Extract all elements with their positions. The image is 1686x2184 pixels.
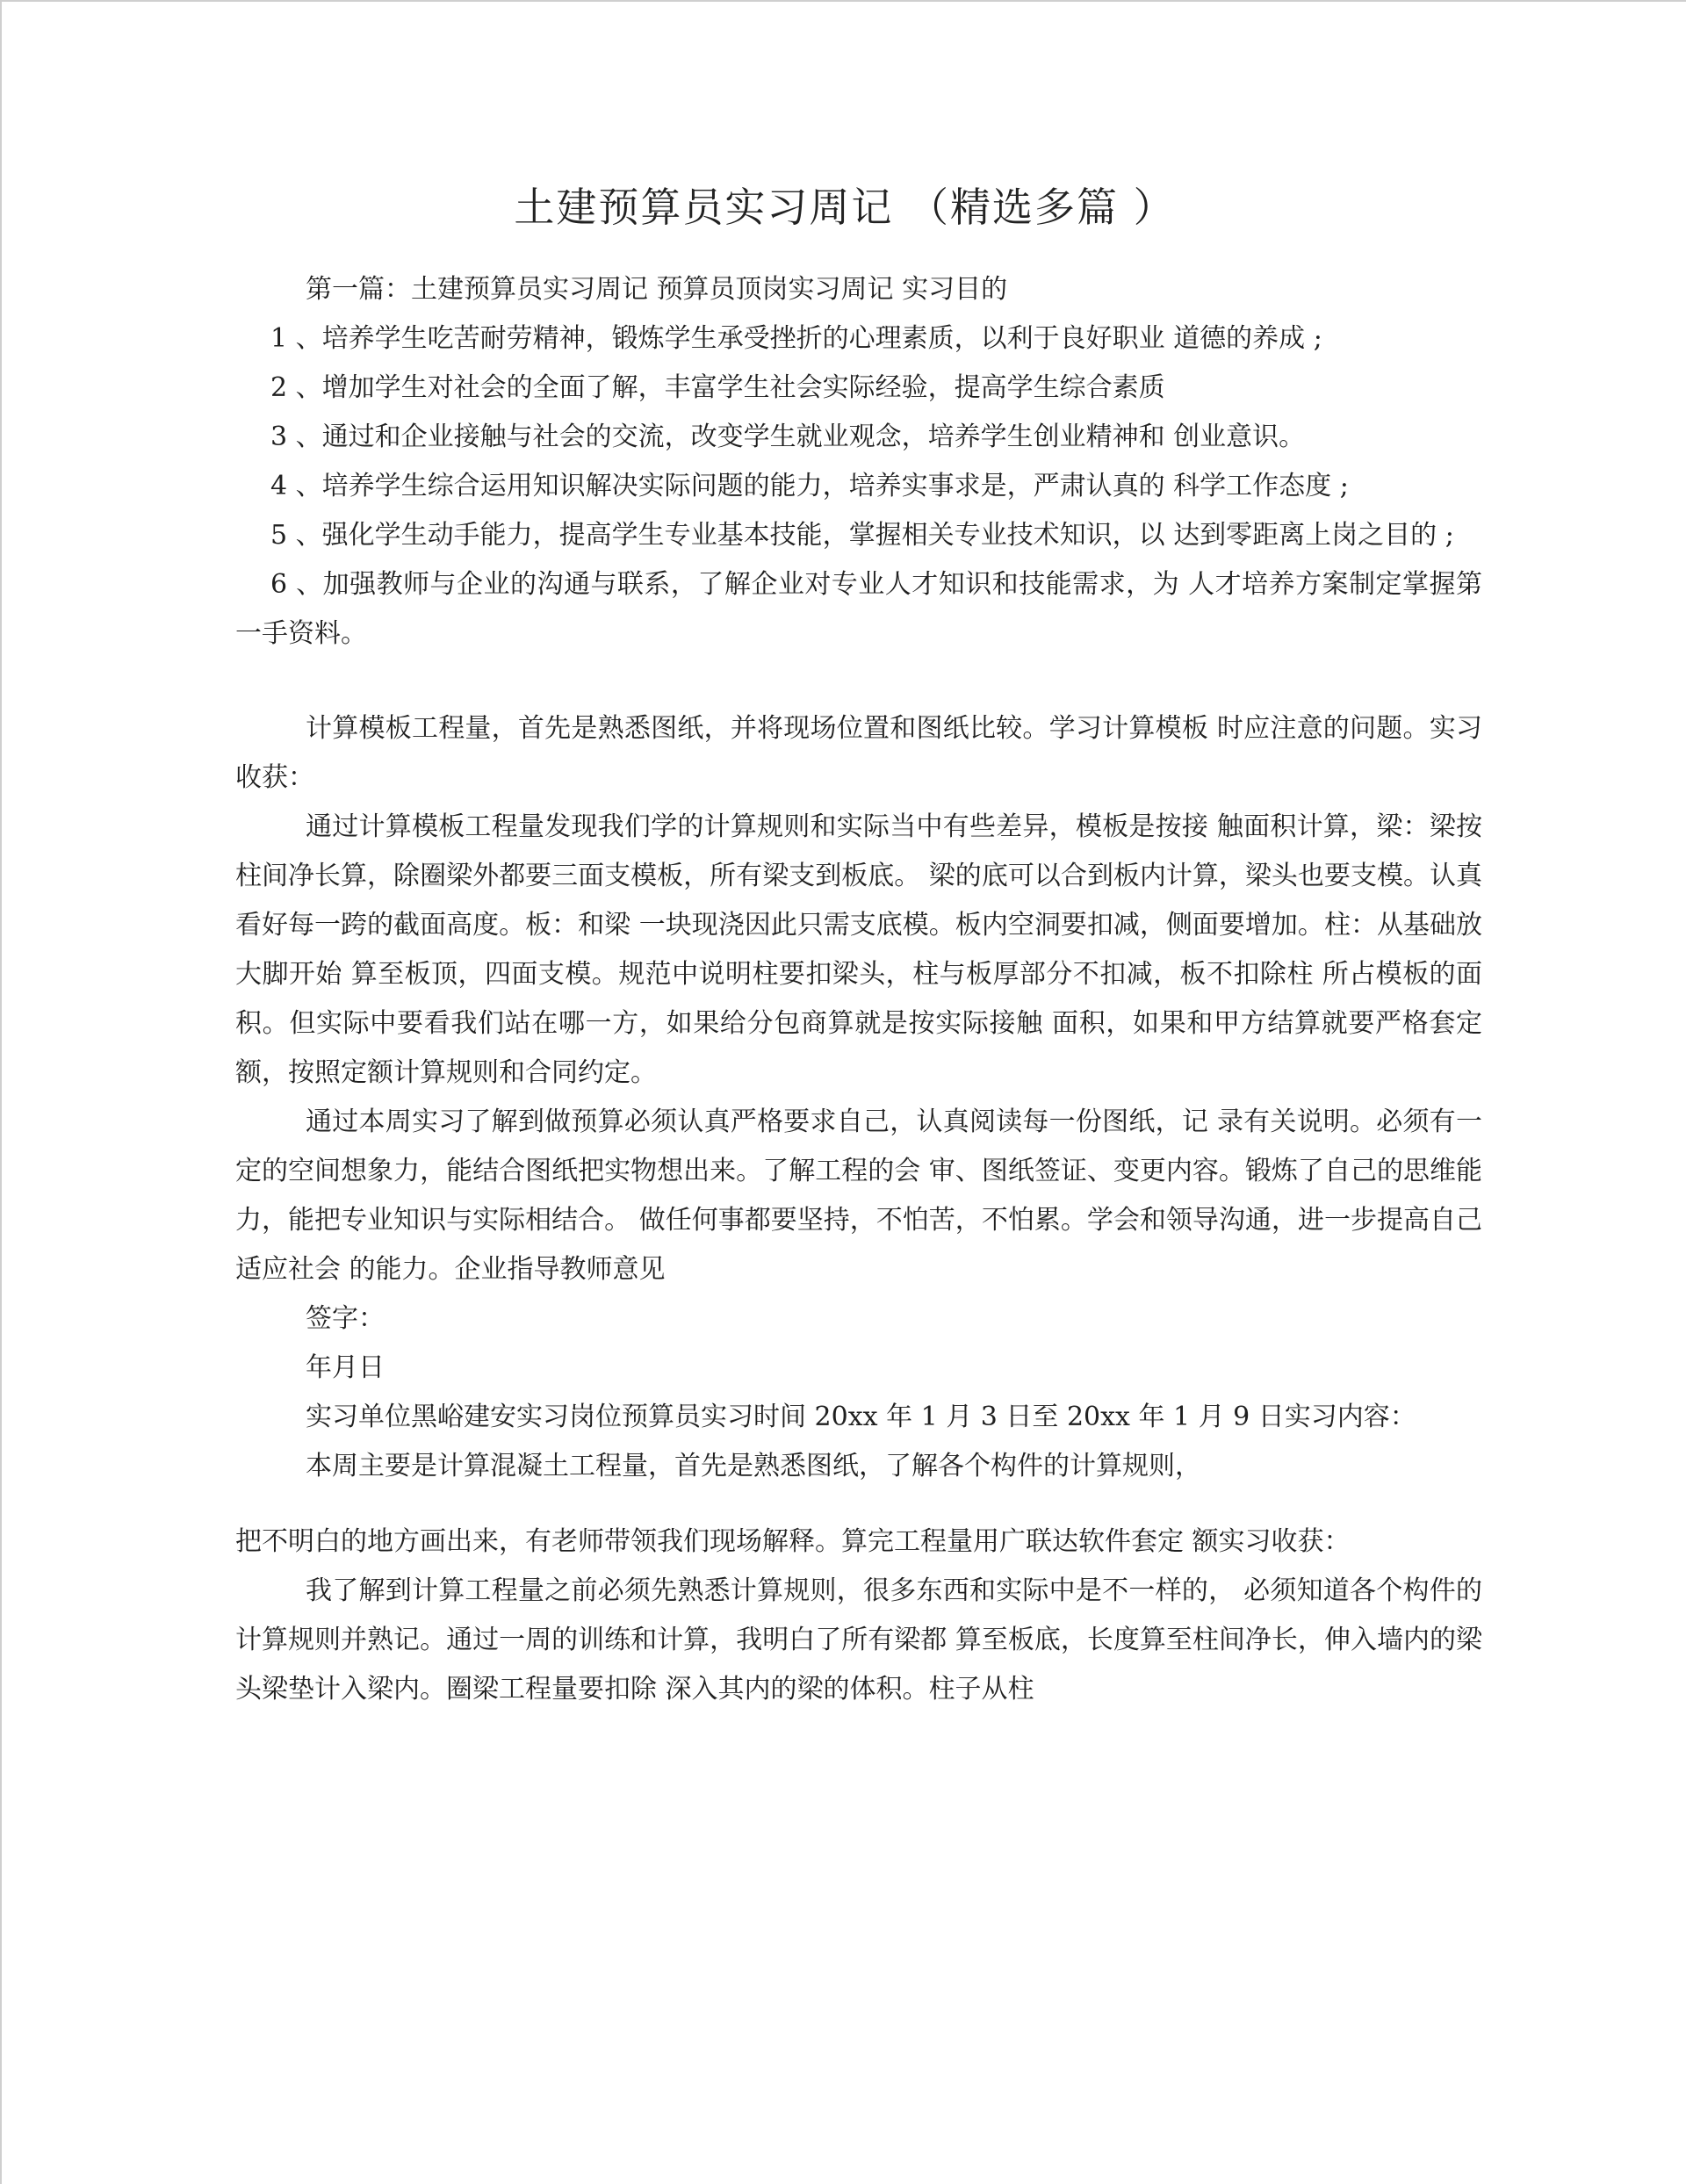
paragraph: 通过本周实习了解到做预算必须认真严格要求自己，认真阅读每一份图纸，记 录有关说明。必须有一定的空间想象力，能结合图纸把实物想出来。了解工程的会 审、图纸签证、变更内容。锻炼了自己的思维能力，能把专业知识与实际相结合。 做任何事都要坚持，不怕苦，不怕累。学会和领导沟通，进一步提高自己适应社会 的能力。企业指导教师意见 bbox=[235, 1106, 1482, 1285]
spacer bbox=[235, 659, 1482, 704]
paragraph: 把不明白的地方画出来，有老师带领我们现场解释。算完工程量用广联达软件套定 额实习收获： bbox=[235, 1526, 1351, 1557]
list-item-4: 4 、培养学生综合运用知识解决实际问题的能力，培养实事求是，严肃认真的 科学工作态度 ; bbox=[270, 471, 1349, 501]
paragraph: 实习单位黑峪建安实习岗位预算员实习时间 20xx 年 1 月 3 日至 20xx 年 1 月 9 日实习内容： bbox=[306, 1402, 1416, 1432]
list-item-3: 3 、通过和企业接触与社会的交流，改变学生就业观念，培养学生创业精神和 创业意识。 bbox=[270, 422, 1306, 452]
list-item-1: 1 、培养学生吃苦耐劳精神，锻炼学生承受挫折的心理素质，以利于良好职业 道德的养成 ; bbox=[270, 323, 1322, 354]
paragraph-heading: 第一篇：土建预算员实习周记 预算员顶岗实习周记 实习目的 bbox=[306, 274, 1008, 305]
document-title: 土建预算员实习周记 （精选多篇 ） bbox=[514, 184, 1176, 231]
spacer bbox=[235, 1491, 1482, 1517]
list-item-2: 2 、增加学生对社会的全面了解，丰富学生社会实际经验，提高学生综合素质 bbox=[270, 372, 1165, 403]
paragraph: 计算模板工程量，首先是熟悉图纸，并将现场位置和图纸比较。学习计算模板 时应注意的问题。实习收获： bbox=[235, 713, 1482, 793]
list-item-6: 6 、加强教师与企业的沟通与联系，了解企业对专业人才知识和技能需求，为 人才培养方案制定掌握第一手资料。 bbox=[235, 569, 1482, 649]
date-label: 年月日 bbox=[306, 1352, 385, 1383]
document-body bbox=[235, 265, 1482, 1714]
paragraph: 通过计算模板工程量发现我们学的计算规则和实际当中有些差异，模板是按接 触面积计算，梁：梁按柱间净长算，除圈梁外都要三面支模板，所有梁支到板底。 梁的底可以合到板内计算，梁头也要支模。认真看好每一跨的截面高度。板：和梁 一块现浇因此只需支底模。板内空洞要扣减，侧面要增加。柱：从基础放大脚开始 算至板顶，四面支模。规范中说明柱要扣梁头，柱与板厚部分不扣减，板不扣除柱 所占模板的面积。但实际中要看我们站在哪一方，如果给分包商算就是按实际接触 面积，如果和甲方结算就要严格套定额，按照定额计算规则和合同约定。 bbox=[235, 811, 1482, 1088]
paragraph: 本周主要是计算混凝土工程量，首先是熟悉图纸，了解各个构件的计算规则， bbox=[306, 1451, 1201, 1481]
paragraph: 我了解到计算工程量之前必须先熟悉计算规则，很多东西和实际中是不一样的， 必须知道各个构件的计算规则并熟记。通过一周的训练和计算，我明白了所有梁都 算至板底，长度算至柱间净长，伸入墙内的梁头梁垫计入梁内。圈梁工程量要扣除 深入其内的梁的体积。柱子从柱 bbox=[235, 1575, 1482, 1705]
list-item-5: 5 、强化学生动手能力，提高学生专业基本技能，掌握相关专业技术知识，以 达到零距离上岗之目的 ; bbox=[270, 520, 1454, 551]
signature-label: 签字： bbox=[306, 1303, 385, 1334]
